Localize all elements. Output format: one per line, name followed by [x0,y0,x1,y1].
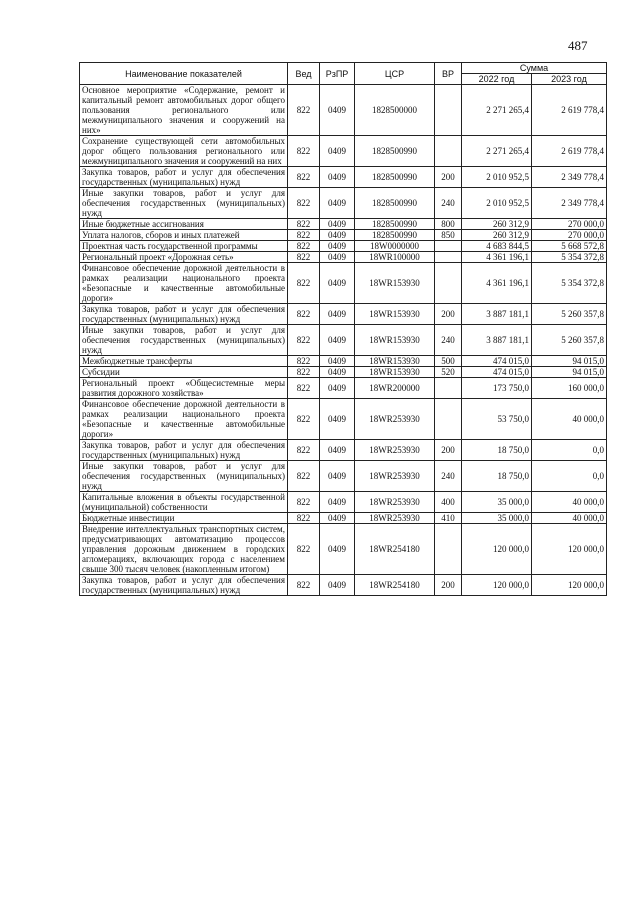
row-sum-2023: 2 349 778,4 [532,167,607,188]
row-sum-2022: 474 015,0 [462,367,532,378]
row-sum-2022: 120 000,0 [462,575,532,596]
row-sum-2023: 40 000,0 [532,513,607,524]
row-sum-2023: 270 000,0 [532,230,607,241]
row-csr: 18WR153930 [355,325,435,356]
row-csr: 1828500990 [355,188,435,219]
table-row [80,492,607,513]
row-sum-2023: 94 015,0 [532,367,607,378]
row-vr [435,85,462,136]
row-sum-2022: 18 750,0 [462,461,532,492]
row-vr: 400 [435,492,462,513]
row-sum-2023: 5 354 372,8 [532,263,607,304]
row-sum-2023: 270 000,0 [532,219,607,230]
table-row [80,325,607,356]
row-sum-2022: 4 361 196,1 [462,263,532,304]
row-sum-2022: 4 683 844,5 [462,241,532,252]
row-sum-2022: 53 750,0 [462,399,532,440]
table-row [80,241,607,252]
row-vr: 240 [435,188,462,219]
header-csr: ЦСР [355,63,435,85]
row-sum-2023: 2 619 778,4 [532,85,607,136]
page-number: 487 [568,38,588,53]
row-sum-2022: 120 000,0 [462,524,532,575]
row-name: Иные бюджетные ассигнования [80,219,288,230]
row-csr: 18W0000000 [355,241,435,252]
header-year-2022: 2022 год [462,74,532,85]
row-vr: 410 [435,513,462,524]
row-vr [435,399,462,440]
row-ved: 822 [288,219,320,230]
row-name: Закупка товаров, работ и услуг для обеспечения государственных (муниципальных) нужд [80,167,288,188]
row-name: Региональный проект «Общесистемные меры развития дорожного хозяйства» [80,378,288,399]
row-rzpr: 0409 [320,513,355,524]
row-csr: 18WR153930 [355,356,435,367]
table-row [80,378,607,399]
row-sum-2023: 5 260 357,8 [532,304,607,325]
row-csr: 18WR153930 [355,263,435,304]
row-ved: 822 [288,136,320,167]
row-sum-2023: 2 349 778,4 [532,188,607,219]
row-ved: 822 [288,230,320,241]
header-sum: Сумма [462,63,607,74]
row-name: Уплата налогов, сборов и иных платежей [80,230,288,241]
row-csr: 1828500990 [355,167,435,188]
row-name: Субсидии [80,367,288,378]
row-vr: 200 [435,440,462,461]
row-vr [435,252,462,263]
table-row [80,513,607,524]
row-ved: 822 [288,399,320,440]
row-rzpr: 0409 [320,378,355,399]
row-ved: 822 [288,575,320,596]
header-name: Наименование показателей [80,63,288,85]
row-rzpr: 0409 [320,241,355,252]
row-sum-2022: 35 000,0 [462,513,532,524]
row-csr: 18WR253930 [355,513,435,524]
row-rzpr: 0409 [320,325,355,356]
row-rzpr: 0409 [320,399,355,440]
row-csr: 18WR253930 [355,440,435,461]
row-csr: 18WR254180 [355,575,435,596]
row-rzpr: 0409 [320,263,355,304]
table-row [80,575,607,596]
row-name: Сохранение существующей сети автомобильных дорог общего пользования регионального или межмуниципального значения и сооружений на них [80,136,288,167]
row-sum-2023: 5 260 357,8 [532,325,607,356]
row-vr [435,241,462,252]
row-rzpr: 0409 [320,219,355,230]
row-name: Проектная часть государственной программы [80,241,288,252]
table-body [80,85,607,596]
row-ved: 822 [288,167,320,188]
row-name: Закупка товаров, работ и услуг для обеспечения государственных (муниципальных) нужд [80,304,288,325]
row-ved: 822 [288,325,320,356]
table-row [80,85,607,136]
header-rzpr: РзПР [320,63,355,85]
table-row [80,367,607,378]
row-sum-2022: 2 271 265,4 [462,136,532,167]
row-ved: 822 [288,304,320,325]
row-sum-2022: 260 312,9 [462,219,532,230]
budget-table [79,62,607,596]
table-header [80,63,607,85]
row-ved: 822 [288,241,320,252]
row-csr: 18WR253930 [355,461,435,492]
table-row [80,399,607,440]
row-ved: 822 [288,461,320,492]
row-vr: 200 [435,167,462,188]
row-ved: 822 [288,252,320,263]
row-sum-2023: 160 000,0 [532,378,607,399]
row-rzpr: 0409 [320,367,355,378]
row-rzpr: 0409 [320,461,355,492]
table-row [80,167,607,188]
row-ved: 822 [288,263,320,304]
row-name: Закупка товаров, работ и услуг для обеспечения государственных (муниципальных) нужд [80,440,288,461]
table-row [80,356,607,367]
row-sum-2022: 3 887 181,1 [462,304,532,325]
row-ved: 822 [288,440,320,461]
row-sum-2022: 35 000,0 [462,492,532,513]
row-sum-2022: 173 750,0 [462,378,532,399]
row-csr: 1828500990 [355,136,435,167]
row-vr: 240 [435,461,462,492]
row-ved: 822 [288,513,320,524]
row-ved: 822 [288,188,320,219]
row-rzpr: 0409 [320,440,355,461]
row-ved: 822 [288,356,320,367]
row-csr: 18WR153930 [355,367,435,378]
table-row [80,136,607,167]
row-vr [435,263,462,304]
table-row [80,219,607,230]
row-rzpr: 0409 [320,575,355,596]
row-name: Региональный проект «Дорожная сеть» [80,252,288,263]
row-sum-2023: 40 000,0 [532,399,607,440]
row-csr: 18WR253930 [355,399,435,440]
row-name: Капитальные вложения в объекты государственной (муниципальной) собственности [80,492,288,513]
row-sum-2023: 120 000,0 [532,524,607,575]
row-sum-2022: 18 750,0 [462,440,532,461]
row-sum-2022: 2 010 952,5 [462,188,532,219]
row-sum-2023: 2 619 778,4 [532,136,607,167]
table-row [80,461,607,492]
row-ved: 822 [288,85,320,136]
row-sum-2023: 5 354 372,8 [532,252,607,263]
row-rzpr: 0409 [320,524,355,575]
table-row [80,252,607,263]
row-vr [435,524,462,575]
row-vr: 520 [435,367,462,378]
row-rzpr: 0409 [320,252,355,263]
row-rzpr: 0409 [320,136,355,167]
row-rzpr: 0409 [320,188,355,219]
row-sum-2023: 5 668 572,8 [532,241,607,252]
row-sum-2022: 2 010 952,5 [462,167,532,188]
row-name: Иные закупки товаров, работ и услуг для обеспечения государственных (муниципальных) нужд [80,188,288,219]
row-name: Финансовое обеспечение дорожной деятельности в рамках реализации национального проекта «Безопасные и качественные автомобильные дороги» [80,263,288,304]
row-vr [435,136,462,167]
row-sum-2023: 120 000,0 [532,575,607,596]
row-name: Финансовое обеспечение дорожной деятельности в рамках реализации национального проекта «Безопасные и качественные автомобильные дороги» [80,399,288,440]
row-rzpr: 0409 [320,356,355,367]
row-csr: 18WR100000 [355,252,435,263]
row-vr: 200 [435,575,462,596]
row-ved: 822 [288,367,320,378]
header-year-2023: 2023 год [532,74,607,85]
row-vr: 240 [435,325,462,356]
row-vr: 200 [435,304,462,325]
row-name: Межбюджетные трансферты [80,356,288,367]
row-sum-2023: 94 015,0 [532,356,607,367]
table-row [80,263,607,304]
table-row [80,440,607,461]
row-name: Бюджетные инвестиции [80,513,288,524]
row-csr: 18WR253930 [355,492,435,513]
row-sum-2023: 0,0 [532,440,607,461]
row-csr: 18WR153930 [355,304,435,325]
row-sum-2022: 260 312,9 [462,230,532,241]
header-vr: ВР [435,63,462,85]
row-vr: 500 [435,356,462,367]
table-row [80,230,607,241]
row-rzpr: 0409 [320,230,355,241]
row-name: Иные закупки товаров, работ и услуг для обеспечения государственных (муниципальных) нужд [80,325,288,356]
row-ved: 822 [288,378,320,399]
table-row [80,524,607,575]
row-name: Внедрение интеллектуальных транспортных систем, предусматривающих автоматизацию процессов управления дорожным движением в городских агломерациях, включающих города с населением свыше 300 тысяч человек (накопленным итогом) [80,524,288,575]
row-name: Закупка товаров, работ и услуг для обеспечения государственных (муниципальных) нужд [80,575,288,596]
row-csr: 18WR254180 [355,524,435,575]
row-name: Иные закупки товаров, работ и услуг для обеспечения государственных (муниципальных) нужд [80,461,288,492]
row-sum-2022: 2 271 265,4 [462,85,532,136]
table-row [80,304,607,325]
row-rzpr: 0409 [320,85,355,136]
row-csr: 1828500990 [355,230,435,241]
row-vr [435,378,462,399]
row-name: Основное мероприятие «Содержание, ремонт и капитальный ремонт автомобильных дорог общего пользования регионального или межмуниципального значения и сооружений на них» [80,85,288,136]
header-ved: Вед [288,63,320,85]
row-ved: 822 [288,524,320,575]
row-sum-2023: 0,0 [532,461,607,492]
row-csr: 1828500000 [355,85,435,136]
row-rzpr: 0409 [320,304,355,325]
row-rzpr: 0409 [320,492,355,513]
row-sum-2022: 3 887 181,1 [462,325,532,356]
row-vr: 800 [435,219,462,230]
row-csr: 1828500990 [355,219,435,230]
row-vr: 850 [435,230,462,241]
row-rzpr: 0409 [320,167,355,188]
row-ved: 822 [288,492,320,513]
row-sum-2022: 4 361 196,1 [462,252,532,263]
row-sum-2022: 474 015,0 [462,356,532,367]
row-csr: 18WR200000 [355,378,435,399]
table-row [80,188,607,219]
row-sum-2023: 40 000,0 [532,492,607,513]
